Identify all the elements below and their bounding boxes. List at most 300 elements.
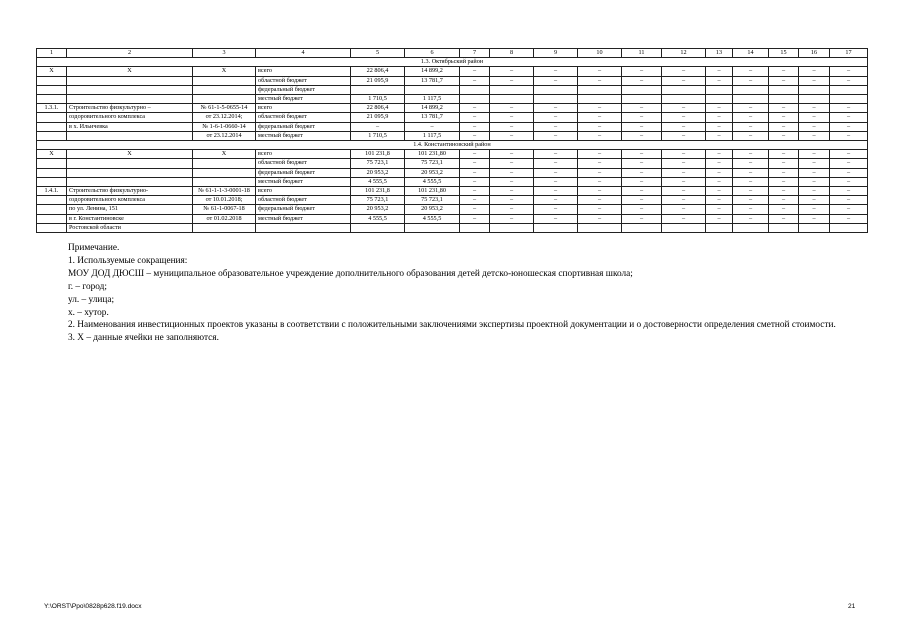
- column-number-cell: 13: [706, 49, 733, 58]
- value-cell: –: [578, 104, 622, 113]
- value-cell: [622, 85, 662, 94]
- column-number-cell: 14: [733, 49, 769, 58]
- estimated-cost-cell: –: [351, 122, 405, 131]
- row-number-cell: [37, 205, 67, 214]
- notes-abbreviation: х. – хутор.: [68, 307, 109, 318]
- value-cell: –: [490, 150, 534, 159]
- funding-source-cell: [256, 223, 351, 232]
- value-cell: –: [706, 122, 733, 131]
- row-number-cell: [37, 95, 67, 104]
- row-number-cell: [37, 76, 67, 85]
- value-cell: –: [460, 177, 490, 186]
- document-cell: [193, 85, 256, 94]
- value-cell: [578, 223, 622, 232]
- value-cell: [490, 85, 534, 94]
- total-row: [37, 159, 868, 168]
- section-title-row: [37, 141, 868, 150]
- value-cell: –: [662, 113, 706, 122]
- value-cell: –: [830, 113, 868, 122]
- column-number-cell: 10: [578, 49, 622, 58]
- value-cell: –: [769, 113, 799, 122]
- project-row: [37, 223, 868, 232]
- value-cell: –: [733, 177, 769, 186]
- notes-abbreviation: ул. – улица;: [68, 294, 115, 305]
- value-cell: –: [578, 205, 622, 214]
- column-number-cell: 3: [193, 49, 256, 58]
- document-cell: [193, 223, 256, 232]
- estimated-cost-cell: 22 806,4: [351, 104, 405, 113]
- estimated-cost-cell: [351, 85, 405, 94]
- column-number-cell: 11: [622, 49, 662, 58]
- value-cell: [534, 85, 578, 94]
- funding-source-cell: всего: [256, 104, 351, 113]
- funding-source-cell: местный бюджет: [256, 95, 351, 104]
- value-cell: –: [662, 205, 706, 214]
- estimated-cost-cell: [351, 223, 405, 232]
- value-cell: [622, 95, 662, 104]
- row-number-cell: [37, 196, 67, 205]
- column-number-cell: 7: [460, 49, 490, 58]
- value-cell: –: [733, 131, 769, 140]
- value-cell: –: [460, 131, 490, 140]
- value-cell: –: [578, 159, 622, 168]
- value-cell: –: [460, 205, 490, 214]
- value-cell: –: [460, 159, 490, 168]
- value-cell: –: [534, 168, 578, 177]
- value-cell: –: [733, 113, 769, 122]
- value-cell: –: [534, 196, 578, 205]
- value-cell: [799, 85, 830, 94]
- value-cell: [733, 223, 769, 232]
- funding-amount-cell: –: [405, 122, 460, 131]
- value-cell: –: [733, 76, 769, 85]
- value-cell: –: [799, 205, 830, 214]
- project-name-cell: [67, 131, 193, 140]
- column-number-cell: 9: [534, 49, 578, 58]
- value-cell: –: [490, 122, 534, 131]
- funding-source-cell: областной бюджет: [256, 113, 351, 122]
- estimated-cost-cell: 75 723,1: [351, 159, 405, 168]
- value-cell: –: [578, 150, 622, 159]
- footer-file-path: Y:\ORST\Ppo\0828p628.f19.docx: [44, 603, 142, 610]
- value-cell: [830, 95, 868, 104]
- funding-amount-cell: 20 953,2: [405, 168, 460, 177]
- row-number-cell: [37, 131, 67, 140]
- project-name-cell: в х. Ильичевка: [67, 122, 193, 131]
- funding-amount-cell: 20 953,2: [405, 205, 460, 214]
- value-cell: –: [830, 214, 868, 223]
- notes-item-1: 1. Используемые сокращения:: [68, 255, 188, 266]
- value-cell: –: [490, 196, 534, 205]
- document-cell: № 61-1-1-3-0001-18: [193, 187, 256, 196]
- value-cell: –: [662, 67, 706, 76]
- value-cell: –: [799, 131, 830, 140]
- funding-amount-cell: 4 555,5: [405, 214, 460, 223]
- value-cell: –: [490, 131, 534, 140]
- document-cell: [193, 76, 256, 85]
- value-cell: –: [769, 76, 799, 85]
- value-cell: –: [706, 196, 733, 205]
- value-cell: –: [460, 122, 490, 131]
- value-cell: –: [534, 159, 578, 168]
- project-name-cell: Строительство физкультурно –: [67, 104, 193, 113]
- notes-item-3: 3. Х – данные ячейки не заполняются.: [68, 333, 219, 344]
- funding-amount-cell: 13 781,7: [405, 113, 460, 122]
- value-cell: –: [733, 214, 769, 223]
- notes-heading: Примечание.: [68, 243, 120, 253]
- document-cell: от 23.12.2014: [193, 131, 256, 140]
- funding-amount-cell: 13 781,7: [405, 76, 460, 85]
- project-name-cell: Строительство физкультурно-: [67, 187, 193, 196]
- funding-amount-cell: 101 231,80: [405, 187, 460, 196]
- row-number-cell: [37, 122, 67, 131]
- funding-amount-cell: 4 555,5: [405, 177, 460, 186]
- value-cell: –: [578, 214, 622, 223]
- project-name-cell: оздоровительного комплекса: [67, 113, 193, 122]
- total-row: [37, 150, 868, 159]
- project-name-cell: [67, 159, 193, 168]
- value-cell: –: [460, 67, 490, 76]
- row-number-cell: [37, 113, 67, 122]
- value-cell: –: [733, 150, 769, 159]
- value-cell: –: [733, 122, 769, 131]
- value-cell: –: [830, 187, 868, 196]
- funding-amount-cell: 1 117,5: [405, 131, 460, 140]
- value-cell: –: [622, 122, 662, 131]
- estimated-cost-cell: 75 723,1: [351, 196, 405, 205]
- document-cell: № 61-1-0067-18: [193, 205, 256, 214]
- value-cell: –: [662, 177, 706, 186]
- funding-source-cell: всего: [256, 67, 351, 76]
- value-cell: –: [460, 214, 490, 223]
- estimated-cost-cell: 101 231,8: [351, 150, 405, 159]
- value-cell: [733, 95, 769, 104]
- value-cell: [706, 95, 733, 104]
- funding-source-cell: областной бюджет: [256, 196, 351, 205]
- value-cell: –: [706, 76, 733, 85]
- value-cell: –: [769, 196, 799, 205]
- funding-source-cell: всего: [256, 150, 351, 159]
- value-cell: –: [622, 177, 662, 186]
- row-number-cell: [37, 214, 67, 223]
- funding-amount-cell: 14 899,2: [405, 104, 460, 113]
- value-cell: –: [662, 187, 706, 196]
- value-cell: –: [578, 113, 622, 122]
- project-name-cell: [67, 85, 193, 94]
- value-cell: –: [733, 67, 769, 76]
- value-cell: –: [830, 76, 868, 85]
- value-cell: –: [534, 205, 578, 214]
- value-cell: [799, 223, 830, 232]
- funding-source-cell: федеральный бюджет: [256, 205, 351, 214]
- value-cell: –: [769, 131, 799, 140]
- value-cell: –: [830, 196, 868, 205]
- value-cell: –: [769, 150, 799, 159]
- value-cell: [769, 85, 799, 94]
- funding-amount-cell: 1 117,5: [405, 95, 460, 104]
- value-cell: –: [460, 187, 490, 196]
- value-cell: –: [830, 122, 868, 131]
- document-cell: № 61-1-5-0655-14: [193, 104, 256, 113]
- estimated-cost-cell: 21 095,9: [351, 76, 405, 85]
- document-cell: [193, 168, 256, 177]
- value-cell: –: [769, 205, 799, 214]
- value-cell: [706, 223, 733, 232]
- document-cell: [193, 177, 256, 186]
- total-row: [37, 76, 868, 85]
- value-cell: –: [799, 214, 830, 223]
- value-cell: –: [830, 159, 868, 168]
- value-cell: –: [733, 159, 769, 168]
- value-cell: [799, 95, 830, 104]
- value-cell: –: [799, 168, 830, 177]
- value-cell: [534, 95, 578, 104]
- value-cell: –: [769, 177, 799, 186]
- value-cell: –: [534, 113, 578, 122]
- funding-source-cell: всего: [256, 187, 351, 196]
- total-row: [37, 177, 868, 186]
- project-name-cell: [67, 177, 193, 186]
- value-cell: –: [662, 168, 706, 177]
- value-cell: –: [622, 159, 662, 168]
- project-row: [37, 196, 868, 205]
- value-cell: –: [490, 67, 534, 76]
- value-cell: –: [622, 76, 662, 85]
- value-cell: –: [490, 159, 534, 168]
- project-row: [37, 122, 868, 131]
- budget-table: [36, 48, 868, 233]
- funding-amount-cell: [405, 223, 460, 232]
- estimated-cost-cell: 1 710,5: [351, 95, 405, 104]
- value-cell: –: [769, 187, 799, 196]
- value-cell: –: [534, 150, 578, 159]
- value-cell: [662, 95, 706, 104]
- value-cell: –: [733, 196, 769, 205]
- project-name-cell: [67, 95, 193, 104]
- column-number-cell: 15: [769, 49, 799, 58]
- value-cell: –: [706, 67, 733, 76]
- project-name-cell: Х: [67, 150, 193, 159]
- value-cell: –: [662, 196, 706, 205]
- row-number-cell: 1.3.1.: [37, 104, 67, 113]
- value-cell: –: [706, 205, 733, 214]
- value-cell: –: [799, 177, 830, 186]
- estimated-cost-cell: 101 231,8: [351, 187, 405, 196]
- document-cell: Х: [193, 150, 256, 159]
- row-number-cell: Х: [37, 150, 67, 159]
- project-row: [37, 205, 868, 214]
- value-cell: –: [733, 168, 769, 177]
- funding-source-cell: местный бюджет: [256, 131, 351, 140]
- value-cell: –: [830, 67, 868, 76]
- project-name-cell: по ул. Ленина, 151: [67, 205, 193, 214]
- document-cell: от 01.02.2018: [193, 214, 256, 223]
- value-cell: –: [733, 104, 769, 113]
- value-cell: [830, 223, 868, 232]
- column-number-cell: 5: [351, 49, 405, 58]
- notes-item-2: 2. Наименования инвестиционных проектов указаны в соответствии с положительными заключениями экспертизы проектной документации и о достоверности определения сметной стоимости.: [68, 320, 836, 331]
- total-row: [37, 67, 868, 76]
- total-row: [37, 168, 868, 177]
- document-cell: от 23.12.2014;: [193, 113, 256, 122]
- value-cell: [769, 223, 799, 232]
- row-number-cell: Х: [37, 67, 67, 76]
- value-cell: –: [490, 113, 534, 122]
- value-cell: –: [622, 214, 662, 223]
- value-cell: –: [706, 150, 733, 159]
- funding-source-cell: областной бюджет: [256, 159, 351, 168]
- value-cell: –: [799, 187, 830, 196]
- row-number-cell: [37, 159, 67, 168]
- value-cell: –: [534, 187, 578, 196]
- value-cell: –: [706, 104, 733, 113]
- value-cell: –: [769, 67, 799, 76]
- value-cell: [622, 223, 662, 232]
- funding-amount-cell: 75 723,1: [405, 159, 460, 168]
- value-cell: –: [706, 168, 733, 177]
- value-cell: –: [769, 104, 799, 113]
- document-cell: [193, 95, 256, 104]
- project-row: [37, 131, 868, 140]
- value-cell: –: [578, 76, 622, 85]
- value-cell: [662, 223, 706, 232]
- value-cell: –: [830, 104, 868, 113]
- notes-block: [68, 242, 868, 345]
- funding-source-cell: местный бюджет: [256, 214, 351, 223]
- value-cell: –: [622, 168, 662, 177]
- project-name-cell: Ростовской области: [67, 223, 193, 232]
- value-cell: –: [460, 150, 490, 159]
- column-number-row: [37, 49, 868, 58]
- estimated-cost-cell: 4 555,5: [351, 214, 405, 223]
- value-cell: –: [799, 76, 830, 85]
- value-cell: –: [662, 159, 706, 168]
- value-cell: [534, 223, 578, 232]
- value-cell: [662, 85, 706, 94]
- estimated-cost-cell: 21 095,9: [351, 113, 405, 122]
- value-cell: –: [460, 104, 490, 113]
- estimated-cost-cell: 1 710,5: [351, 131, 405, 140]
- value-cell: –: [534, 76, 578, 85]
- value-cell: –: [460, 76, 490, 85]
- value-cell: –: [534, 177, 578, 186]
- value-cell: –: [662, 104, 706, 113]
- value-cell: –: [662, 131, 706, 140]
- column-number-cell: 2: [67, 49, 193, 58]
- project-row: [37, 214, 868, 223]
- value-cell: –: [534, 214, 578, 223]
- column-number-cell: 16: [799, 49, 830, 58]
- value-cell: –: [799, 104, 830, 113]
- value-cell: –: [622, 104, 662, 113]
- value-cell: –: [706, 214, 733, 223]
- funding-amount-cell: 14 899,2: [405, 67, 460, 76]
- project-name-cell: [67, 76, 193, 85]
- column-number-cell: 1: [37, 49, 67, 58]
- value-cell: –: [534, 104, 578, 113]
- funding-amount-cell: 101 231,80: [405, 150, 460, 159]
- row-number-cell: [37, 168, 67, 177]
- value-cell: –: [706, 159, 733, 168]
- table-body: [37, 49, 868, 233]
- funding-source-cell: федеральный бюджет: [256, 85, 351, 94]
- document-cell: Х: [193, 67, 256, 76]
- estimated-cost-cell: 20 953,2: [351, 205, 405, 214]
- project-name-cell: [67, 168, 193, 177]
- value-cell: –: [622, 187, 662, 196]
- value-cell: –: [622, 150, 662, 159]
- value-cell: –: [799, 196, 830, 205]
- funding-amount-cell: 75 723,1: [405, 196, 460, 205]
- value-cell: –: [534, 67, 578, 76]
- value-cell: [769, 95, 799, 104]
- value-cell: –: [706, 187, 733, 196]
- value-cell: –: [578, 131, 622, 140]
- notes-abbreviation: МОУ ДОД ДЮСШ – муниципальное образовательное учреждение дополнительного образования детей детско-юношеская спортивная школа;: [68, 268, 633, 279]
- value-cell: –: [769, 214, 799, 223]
- value-cell: –: [830, 131, 868, 140]
- value-cell: –: [490, 214, 534, 223]
- column-number-cell: 17: [830, 49, 868, 58]
- value-cell: –: [490, 177, 534, 186]
- project-name-cell: оздоровительного комплекса: [67, 196, 193, 205]
- notes-abbreviation: г. – город;: [68, 281, 107, 292]
- value-cell: –: [578, 196, 622, 205]
- value-cell: –: [460, 113, 490, 122]
- value-cell: –: [799, 122, 830, 131]
- value-cell: –: [622, 196, 662, 205]
- value-cell: –: [830, 168, 868, 177]
- value-cell: –: [830, 177, 868, 186]
- value-cell: –: [622, 131, 662, 140]
- funding-source-cell: федеральный бюджет: [256, 168, 351, 177]
- value-cell: –: [490, 205, 534, 214]
- funding-source-cell: областной бюджет: [256, 76, 351, 85]
- project-row: [37, 113, 868, 122]
- value-cell: –: [799, 150, 830, 159]
- document-cell: от 10.01.2018;: [193, 196, 256, 205]
- value-cell: –: [662, 122, 706, 131]
- value-cell: –: [706, 113, 733, 122]
- value-cell: –: [578, 168, 622, 177]
- value-cell: –: [578, 187, 622, 196]
- value-cell: –: [662, 214, 706, 223]
- value-cell: –: [490, 76, 534, 85]
- value-cell: –: [769, 159, 799, 168]
- value-cell: –: [799, 159, 830, 168]
- value-cell: –: [706, 177, 733, 186]
- value-cell: –: [733, 205, 769, 214]
- total-row: [37, 95, 868, 104]
- value-cell: –: [769, 168, 799, 177]
- value-cell: –: [830, 150, 868, 159]
- estimated-cost-cell: 22 806,4: [351, 67, 405, 76]
- value-cell: [733, 85, 769, 94]
- estimated-cost-cell: 20 953,2: [351, 168, 405, 177]
- value-cell: –: [578, 67, 622, 76]
- value-cell: [490, 223, 534, 232]
- row-number-cell: [37, 85, 67, 94]
- document-cell: [193, 159, 256, 168]
- row-number-cell: [37, 177, 67, 186]
- column-number-cell: 4: [256, 49, 351, 58]
- project-row: [37, 187, 868, 196]
- value-cell: –: [460, 196, 490, 205]
- value-cell: –: [490, 187, 534, 196]
- value-cell: –: [733, 187, 769, 196]
- value-cell: –: [534, 122, 578, 131]
- value-cell: –: [662, 76, 706, 85]
